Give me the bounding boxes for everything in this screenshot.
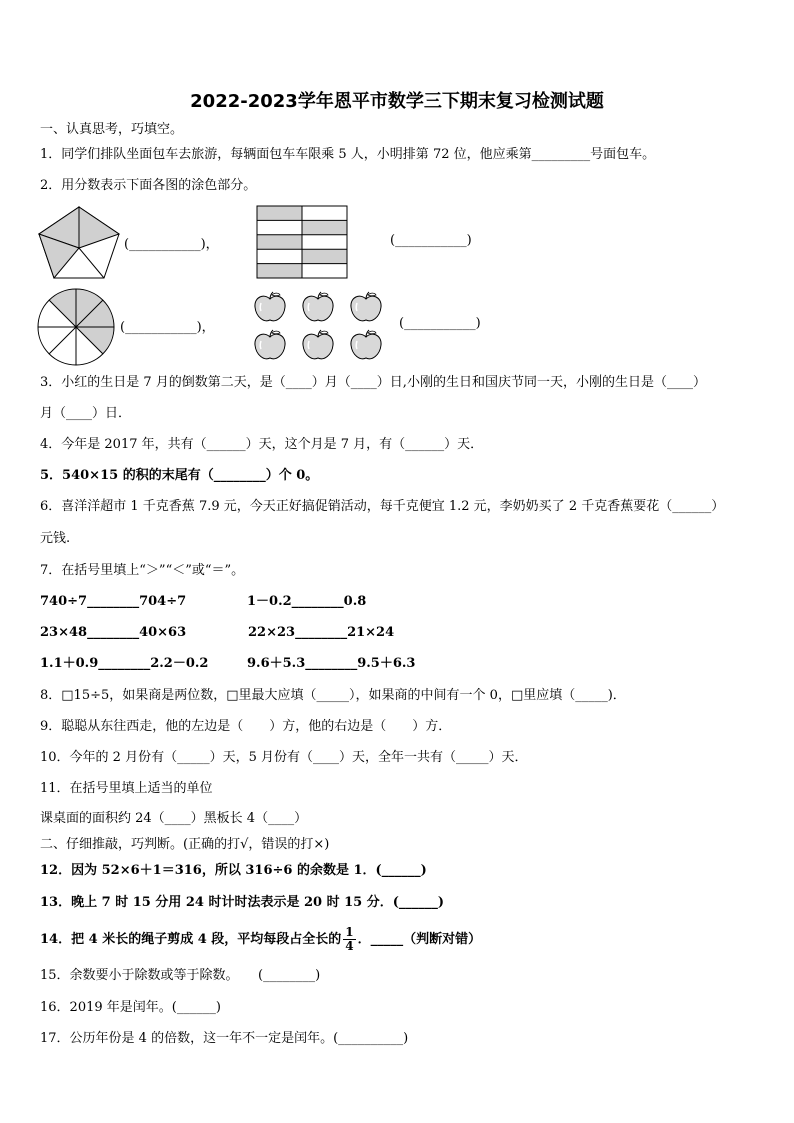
question-17: 17．公历年份是 4 的倍数，这一年不一定是闰年。(__________) xyxy=(40,1031,409,1046)
question-11: 11．在括号里填上适当的单位 xyxy=(40,781,213,796)
question-7: 7．在括号里填上“＞”“＜”或“＝”。 xyxy=(40,563,245,578)
question-14 xyxy=(40,925,481,955)
question-8: 8．□15÷5，如果商是两位数，□里最大应填（_____），如果商的中间有一个 0，□里应填（_____)． xyxy=(40,688,626,703)
question-16: 16．2019 年是闰年。(______) xyxy=(40,1000,221,1015)
section-2-heading: 二、仔细推敲，巧判断。(正确的打√，错误的打×) xyxy=(40,837,330,852)
q2-blank-c: (___________)， xyxy=(120,320,215,335)
grid-figure xyxy=(256,205,350,280)
q7-item-r3c1: 1.1＋0.9________2.2－0.2 xyxy=(40,656,209,671)
apples-figure xyxy=(250,287,390,363)
pentagon-figure xyxy=(36,204,122,280)
question-2: 2．用分数表示下面各图的涂色部分。 xyxy=(40,178,257,193)
question-13: 13．晚上 7 时 15 分用 24 时计时法表示是 20 时 15 分．(______) xyxy=(40,895,445,910)
q7-item-r2c2: 22×23________21×24 xyxy=(248,625,395,640)
question-11-units: 课桌面的面积约 24（____）黑板长 4（____） xyxy=(40,811,308,826)
question-10: 10．今年的 2 月份有（_____）天，5 月份有（____）天，全年一共有（_____）天． xyxy=(40,750,528,765)
q7-item-r3c2: 9.6＋5.3________9.5＋6.3 xyxy=(247,656,416,671)
q2-blank-a: (___________)， xyxy=(124,237,219,252)
section-1-heading: 一、认真思考，巧填空。 xyxy=(40,122,184,137)
q14-text-post: ．_____（判断对错） xyxy=(357,932,482,947)
page-title: 2022-2023学年恩平市数学三下期末复习检测试题 xyxy=(190,91,604,112)
question-4: 4．今年是 2017 年，共有（______）天，这个月是 7 月，有（______）天． xyxy=(40,437,484,452)
question-6-line2: 元钱. xyxy=(40,531,71,546)
question-9: 9．聪聪从东往西走，他的左边是（ ）方，他的右边是（ ）方． xyxy=(40,719,452,734)
q14-text-pre: 14．把 4 米长的绳子剪成 4 段，平均每段占全长的 xyxy=(40,932,342,947)
q14-numerator: 1 xyxy=(345,925,354,939)
q2-blank-b: (___________) xyxy=(390,233,472,248)
question-6-line1: 6．喜洋洋超市 1 千克香蕉 7.9 元，今天正好搞促销活动，每千克便宜 1.2 元，李奶奶买了 2 千克香蕉要花（______） xyxy=(40,499,725,514)
q7-item-r1c2: 1－0.2________0.8 xyxy=(247,594,367,609)
q2-blank-d: (___________) xyxy=(399,316,481,331)
q14-fraction xyxy=(343,926,355,953)
circle-figure xyxy=(36,287,116,367)
question-5: 5．540×15 的积的末尾有（________）个 0。 xyxy=(40,468,319,483)
question-15: 15．余数要小于除数或等于除数。 (________) xyxy=(40,968,321,983)
question-3-line2: 月（____）日． xyxy=(40,406,132,421)
question-3-line1: 3．小红的生日是 7 月的倒数第二天，是（____）月（____）日,小刚的生日和国庆节同一天，小刚的生日是（____） xyxy=(40,375,706,390)
question-12: 12．因为 52×6＋1＝316，所以 316÷6 的余数是 1．(______) xyxy=(40,863,427,878)
q7-item-r1c1: 740÷7________704÷7 xyxy=(40,594,187,609)
question-1: 1．同学们排队坐面包车去旅游，每辆面包车车限乘 5 人，小明排第 72 位，他应乘第_________号面包车。 xyxy=(40,147,656,162)
q14-denominator: 4 xyxy=(345,939,354,953)
q7-item-r2c1: 23×48________40×63 xyxy=(40,625,187,640)
